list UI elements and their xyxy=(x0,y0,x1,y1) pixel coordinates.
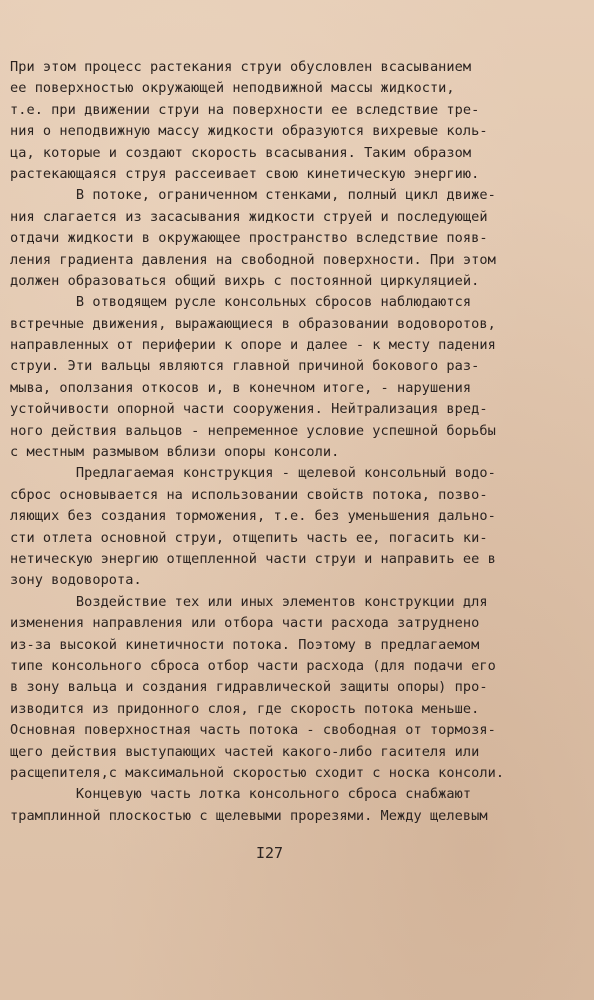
text-line: изменения направления или отбора части расхода затруднено xyxy=(10,615,480,632)
text-line: В потоке, ограниченном стенками, полный цикл движе- xyxy=(10,187,496,204)
text-line: сти отлета основной струи, отщепить часть ее, погасить ки- xyxy=(10,529,488,546)
text-line: растекающаяся струя рассеивает свою кинетическую энергию. xyxy=(10,165,480,182)
text-line: изводится из придонного слоя, где скорость потока меньше. xyxy=(10,700,480,717)
text-line: из-за высокой кинетичности потока. Поэтому в предлагаемом xyxy=(10,636,480,653)
text-line: Воздействие тех или иных элементов конструкции для xyxy=(10,593,488,610)
text-line: ния о неподвижную массу жидкости образуются вихревые коль- xyxy=(10,123,488,140)
text-line: расщепителя,с максимальной скоростью сходит с носка консоли. xyxy=(10,764,505,781)
text-line: сброс основывается на использовании свойств потока, позво- xyxy=(10,486,488,503)
text-line: щего действия выступающих частей какого-либо гасителя или xyxy=(10,743,480,760)
text-line: ния слагается из засасывания жидкости струей и последующей xyxy=(10,208,488,225)
body-text xyxy=(10,57,516,827)
text-line: При этом процесс растекания струи обусловлен всасыванием xyxy=(10,59,472,75)
text-line: т.е. при движении струи на поверхности ее вследствие тре- xyxy=(10,101,480,118)
text-line: устойчивости опорной части сооружения. Нейтрализация вред- xyxy=(10,401,488,418)
text-line: нетическую энергию отщепленной части струи и направить ее в xyxy=(10,550,496,567)
text-line: в зону вальца и создания гидравлической защиты опоры) про- xyxy=(10,679,488,696)
text-line: с местным размывом вблизи опоры консоли. xyxy=(10,444,340,461)
text-line: ее поверхностью окружающей неподвижной массы жидкости, xyxy=(10,80,455,97)
text-line: направленных от периферии к опоре и далее - к месту падения xyxy=(10,337,496,354)
text-line: ного действия вальцов - непременное условие успешной борьбы xyxy=(10,422,496,439)
text-line: мыва, оползания откосов и, в конечном итоге, - нарушения xyxy=(10,379,472,396)
text-line: ления градиента давления на свободной поверхности. При этом xyxy=(10,251,496,268)
text-line: зону водоворота. xyxy=(10,572,142,589)
text-line: типе консольного сброса отбор части расхода (для подачи его xyxy=(10,657,496,674)
page-number: I27 xyxy=(256,844,284,862)
text-line: отдачи жидкости в окружающее пространство вследствие появ- xyxy=(10,230,488,247)
text-line: встречные движения, выражающиеся в образовании водоворотов, xyxy=(10,315,496,332)
text-line: должен образоваться общий вихрь с постоянной циркуляцией. xyxy=(10,272,480,289)
text-line: В отводящем русле консольных сбросов наблюдаются xyxy=(10,294,472,311)
text-line: Концевую часть лотка консольного сброса снабжают xyxy=(10,786,472,803)
text-line: Предлагаемая конструкция - щелевой консольный водо- xyxy=(10,465,496,482)
text-line: струи. Эти вальцы являются главной причиной бокового раз- xyxy=(10,358,480,375)
text-line: ляющих без создания торможения, т.е. без уменьшения дально- xyxy=(10,508,496,525)
text-line: Основная поверхностная часть потока - свободная от тормозя- xyxy=(10,722,496,739)
text-line: трамплинной плоскостью с щелевыми прорезями. Между щелевым xyxy=(10,807,488,824)
text-line: ца, которые и создают скорость всасывания. Таким образом xyxy=(10,144,472,161)
